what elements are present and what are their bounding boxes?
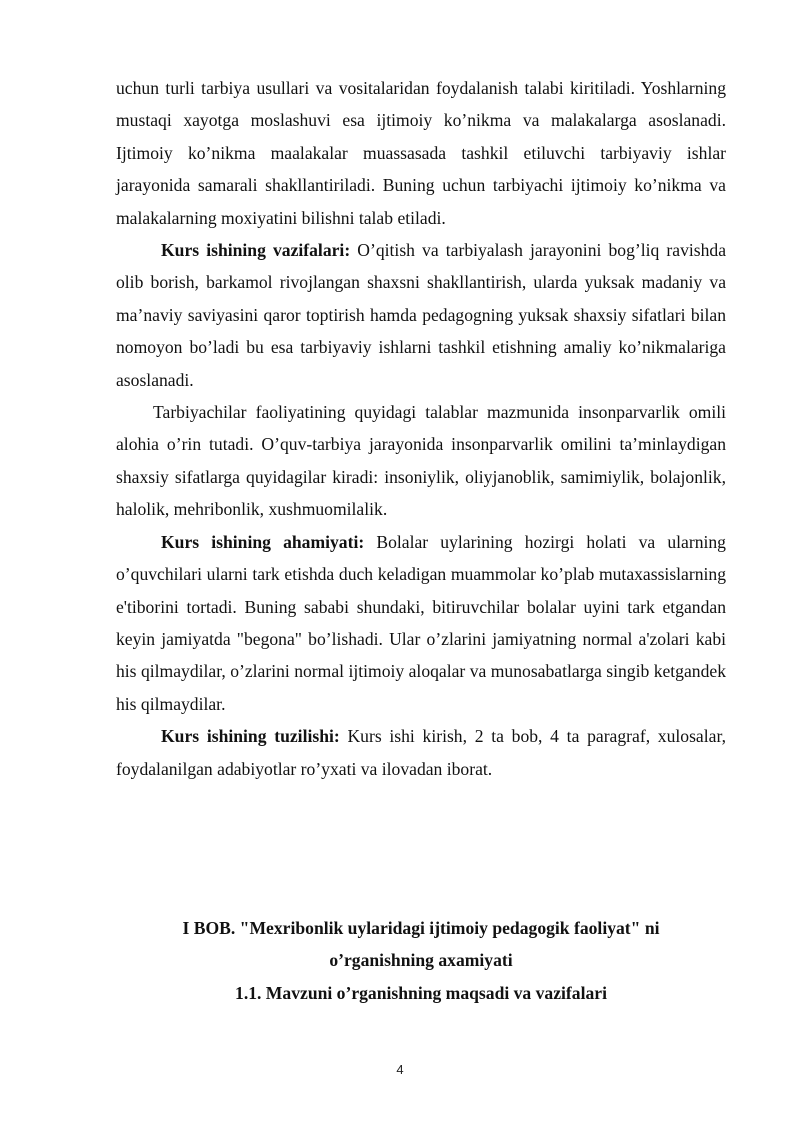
tasks-text: O’qitish va tarbiyalash jarayonini bog’liq ravishda olib borish, barkamol rivojlangan shaxsni shakllantirish, ularda yuksak madaniy va ma’naviy saviyasini qaror toptirish hamda pedagogning yuksak shaxsiy sifatlari bilan nomoyon bo’ladi bu esa tarbiyaviy ishlarni tashkil etishning amaliy ko’nikmalariga asoslanadi. bbox=[116, 240, 727, 390]
paragraph-intro: uchun turli tarbiya usullari va vositalaridan foydalanish talabi kiritiladi. Yoshlarning mustaqi xayotga moslashuvi esa ijtimoiy ko’nikma va malakalarga asoslanadi. Ijtimoiy ko’nikma maalakalar muassasada tashkil etiluvchi tarbiyaviy ishlar jarayonida samarali shakllantiriladi. Buning uchun tarbiyachi ijtimoiy ko’nikma va malakalarning moxiyatini bilishni talab etiladi. bbox=[116, 78, 726, 228]
paragraph-tasks bbox=[116, 234, 726, 396]
page-number: 4 bbox=[396, 1062, 404, 1077]
chapter-heading bbox=[116, 912, 726, 1009]
paragraph-importance bbox=[116, 526, 726, 720]
chapter-title-line2: o’rganishning axamiyati bbox=[329, 950, 513, 971]
section-title: 1.1. Mavzuni o’rganishning maqsadi va vazifalari bbox=[235, 982, 607, 1003]
importance-text: Bolalar uylarining hozirgi holati va ularning o’quvchilari ularni tark etishda duch keladigan muammolar ko’plab mutaxassislarning e'tiborini tortadi. Buning sababi shundaki, bitiruvchilar bolalar uyini tark etgandan keyin jamiyatda "begona" bo’lishadi. Ular o’zlarini jamiyatning normal a'zolari kabi his qilmaydilar, o’zlarini normal ijtimoiy aloqalar va munosabatlarga singib ketgandek his qilmaydilar. bbox=[116, 531, 726, 714]
document-body bbox=[116, 72, 726, 785]
importance-heading: Kurs ishining ahamiyati: bbox=[161, 531, 365, 552]
structure-text: Kurs ishi kirish, 2 ta bob, 4 ta paragraf, xulosalar, foydalanilgan adabiyotlar ro’yxati va ilovadan iborat. bbox=[116, 726, 726, 779]
paragraph-structure bbox=[116, 720, 726, 785]
structure-heading: Kurs ishining tuzilishi: bbox=[161, 726, 340, 747]
tasks-heading: Kurs ishining vazifalari: bbox=[161, 240, 351, 261]
paragraph-humanism: Tarbiyachilar faoliyatining quyidagi talablar mazmunida insonparvarlik omili alohia o’rin tutadi. O’quv-tarbiya jarayonida insonparvarlik omilini ta’minlaydigan shaxsiy sifatlarga quyidagilar kiradi: insoniylik, oliyjanoblik, samimiylik, bolajonlik, halolik, mehribonlik, xushmuomilalik. bbox=[116, 402, 726, 520]
chapter-title-line1: I BOB. "Mexribonlik uylaridagi ijtimoiy pedagogik faoliyat" ni bbox=[182, 918, 660, 938]
